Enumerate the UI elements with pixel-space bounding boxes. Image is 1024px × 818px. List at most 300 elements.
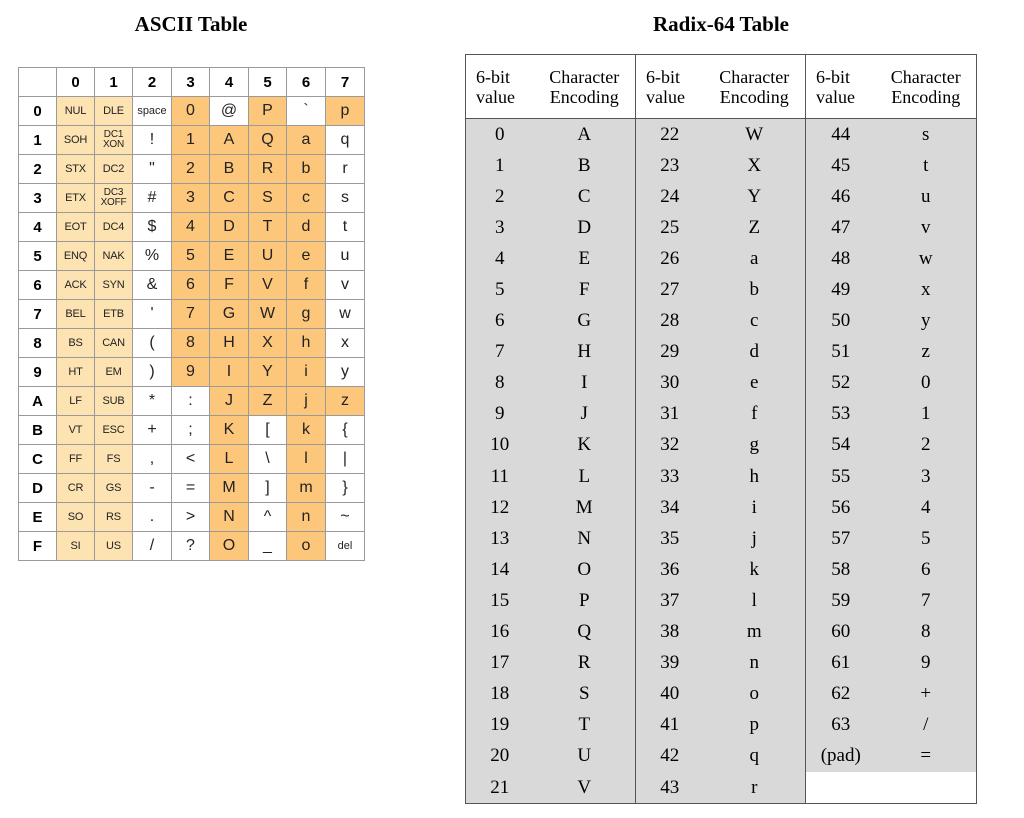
radix-encoding-cell: C <box>534 181 636 212</box>
radix-value-cell: 15 <box>466 585 534 616</box>
radix-encoding-cell: y <box>876 306 977 337</box>
radix-encoding-cell: = <box>876 741 977 772</box>
radix-value-cell: 12 <box>466 492 534 523</box>
ascii-cell: M <box>210 474 249 503</box>
ascii-cell: 5 <box>172 242 210 271</box>
radix-value-cell: 31 <box>636 399 704 430</box>
ascii-row <box>19 271 365 300</box>
ascii-cell: x <box>326 329 365 358</box>
ascii-cell: E <box>210 242 249 271</box>
radix-encoding-cell: e <box>704 368 806 399</box>
ascii-cell: ` <box>287 97 326 126</box>
ascii-table <box>18 67 365 561</box>
ascii-cell: FF <box>57 445 95 474</box>
ascii-cell: ETB <box>95 300 133 329</box>
radix-encoding-cell: q <box>704 741 806 772</box>
radix-value-cell: 1 <box>466 150 534 181</box>
ascii-col-header: 0 <box>57 68 95 97</box>
ascii-cell: W <box>249 300 287 329</box>
radix-encoding-cell: M <box>534 492 636 523</box>
radix-table-title: Radix-64 Table <box>653 12 789 36</box>
ascii-cell: CR <box>57 474 95 503</box>
ascii-cell: Y <box>249 358 287 387</box>
radix-value-header: 6-bit value <box>466 55 534 119</box>
radix-value-cell: 30 <box>636 368 704 399</box>
ascii-cell: 3 <box>172 184 210 213</box>
ascii-cell: h <box>287 329 326 358</box>
radix-value-cell: 6 <box>466 306 534 337</box>
radix-value-cell: 53 <box>806 399 876 430</box>
radix-row <box>466 212 977 243</box>
ascii-cell: : <box>172 387 210 416</box>
ascii-cell: b <box>287 155 326 184</box>
ascii-cell: } <box>326 474 365 503</box>
radix-value-cell: 0 <box>466 119 534 151</box>
radix-row <box>466 150 977 181</box>
ascii-cell: e <box>287 242 326 271</box>
radix-empty-cell <box>876 772 977 804</box>
ascii-row-header: D <box>19 474 57 503</box>
ascii-row <box>19 503 365 532</box>
radix-encoding-cell: 7 <box>876 585 977 616</box>
radix-encoding-cell: k <box>704 554 806 585</box>
radix-encoding-cell: S <box>534 679 636 710</box>
radix-value-cell: 52 <box>806 368 876 399</box>
radix-encoding-cell: Y <box>704 181 806 212</box>
radix-value-cell: 23 <box>636 150 704 181</box>
radix-row <box>466 243 977 274</box>
radix-row <box>466 648 977 679</box>
radix-value-cell: 2 <box>466 181 534 212</box>
radix-row <box>466 119 977 151</box>
ascii-cell: B <box>210 155 249 184</box>
ascii-row <box>19 532 365 561</box>
ascii-cell: < <box>172 445 210 474</box>
radix-encoding-cell: D <box>534 212 636 243</box>
ascii-cell: Z <box>249 387 287 416</box>
ascii-cell: J <box>210 387 249 416</box>
ascii-cell: z <box>326 387 365 416</box>
ascii-cell: y <box>326 358 365 387</box>
ascii-cell: SI <box>57 532 95 561</box>
radix-value-cell: 63 <box>806 710 876 741</box>
ascii-cell: ' <box>133 300 172 329</box>
ascii-row-header: 1 <box>19 126 57 155</box>
radix-value-cell: 8 <box>466 368 534 399</box>
radix-row <box>466 368 977 399</box>
ascii-cell: I <box>210 358 249 387</box>
ascii-cell: EM <box>95 358 133 387</box>
ascii-corner-cell <box>19 68 57 97</box>
ascii-cell: \ <box>249 445 287 474</box>
ascii-row <box>19 445 365 474</box>
ascii-cell: r <box>326 155 365 184</box>
ascii-cell: @ <box>210 97 249 126</box>
radix-value-cell: 49 <box>806 274 876 305</box>
ascii-cell: FS <box>95 445 133 474</box>
radix-value-cell: 51 <box>806 337 876 368</box>
radix-encoding-cell: m <box>704 617 806 648</box>
radix-encoding-cell: i <box>704 492 806 523</box>
radix-row <box>466 554 977 585</box>
radix-encoding-cell: 5 <box>876 523 977 554</box>
radix-value-cell: 42 <box>636 741 704 772</box>
ascii-cell: p <box>326 97 365 126</box>
ascii-cell: C <box>210 184 249 213</box>
radix-encoding-cell: g <box>704 430 806 461</box>
radix-value-cell: 40 <box>636 679 704 710</box>
radix-row <box>466 306 977 337</box>
radix-encoding-cell: E <box>534 243 636 274</box>
ascii-cell: Q <box>249 126 287 155</box>
radix-value-cell: 61 <box>806 648 876 679</box>
radix-encoding-cell: x <box>876 274 977 305</box>
ascii-cell: V <box>249 271 287 300</box>
ascii-cell: v <box>326 271 365 300</box>
ascii-cell: CAN <box>95 329 133 358</box>
ascii-cell: DLE <box>95 97 133 126</box>
radix-value-cell: 29 <box>636 337 704 368</box>
ascii-cell: X <box>249 329 287 358</box>
ascii-cell: DC4 <box>95 213 133 242</box>
ascii-cell: - <box>133 474 172 503</box>
ascii-row-header: 8 <box>19 329 57 358</box>
radix-value-cell: 39 <box>636 648 704 679</box>
radix-encoding-header: Character Encoding <box>876 55 977 119</box>
ascii-cell: . <box>133 503 172 532</box>
ascii-cell: ENQ <box>57 242 95 271</box>
radix-encoding-cell: 4 <box>876 492 977 523</box>
ascii-cell: a <box>287 126 326 155</box>
ascii-row <box>19 329 365 358</box>
ascii-cell: d <box>287 213 326 242</box>
ascii-cell: ( <box>133 329 172 358</box>
ascii-cell: DC2 <box>95 155 133 184</box>
radix-encoding-cell: p <box>704 710 806 741</box>
ascii-cell: = <box>172 474 210 503</box>
radix-value-cell: 36 <box>636 554 704 585</box>
ascii-cell: 7 <box>172 300 210 329</box>
ascii-cell: | <box>326 445 365 474</box>
radix-encoding-cell: b <box>704 274 806 305</box>
radix-empty-cell <box>806 772 876 804</box>
ascii-header-row <box>19 68 365 97</box>
radix-value-cell: 21 <box>466 772 534 804</box>
radix-encoding-header: Character Encoding <box>704 55 806 119</box>
radix-value-cell: 35 <box>636 523 704 554</box>
radix-encoding-cell: R <box>534 648 636 679</box>
ascii-row <box>19 358 365 387</box>
ascii-row-header: 4 <box>19 213 57 242</box>
radix-value-header: 6-bit value <box>636 55 704 119</box>
ascii-row <box>19 242 365 271</box>
ascii-cell: 0 <box>172 97 210 126</box>
radix-encoding-cell: n <box>704 648 806 679</box>
ascii-row-header: 7 <box>19 300 57 329</box>
radix-encoding-cell: 8 <box>876 617 977 648</box>
ascii-cell: S <box>249 184 287 213</box>
radix-encoding-cell: + <box>876 679 977 710</box>
ascii-cell: G <box>210 300 249 329</box>
radix-row <box>466 679 977 710</box>
ascii-cell: w <box>326 300 365 329</box>
radix-value-cell: 46 <box>806 181 876 212</box>
ascii-cell: 8 <box>172 329 210 358</box>
radix-encoding-cell: 0 <box>876 368 977 399</box>
ascii-cell: P <box>249 97 287 126</box>
ascii-cell: ! <box>133 126 172 155</box>
radix-encoding-cell: P <box>534 585 636 616</box>
radix-value-cell: 14 <box>466 554 534 585</box>
radix-value-cell: 33 <box>636 461 704 492</box>
radix-encoding-header: Character Encoding <box>534 55 636 119</box>
radix-row <box>466 772 977 804</box>
radix-value-cell: 16 <box>466 617 534 648</box>
ascii-cell: BEL <box>57 300 95 329</box>
radix-value-cell: 18 <box>466 679 534 710</box>
radix-value-cell: 59 <box>806 585 876 616</box>
radix-value-cell: 48 <box>806 243 876 274</box>
radix-encoding-cell: / <box>876 710 977 741</box>
ascii-cell: > <box>172 503 210 532</box>
ascii-cell: NUL <box>57 97 95 126</box>
ascii-cell: ? <box>172 532 210 561</box>
radix-row <box>466 585 977 616</box>
radix-encoding-cell: u <box>876 181 977 212</box>
ascii-row-header: B <box>19 416 57 445</box>
ascii-cell: N <box>210 503 249 532</box>
radix-value-cell: 55 <box>806 461 876 492</box>
ascii-cell: L <box>210 445 249 474</box>
ascii-row-header: C <box>19 445 57 474</box>
ascii-cell: u <box>326 242 365 271</box>
radix-row <box>466 492 977 523</box>
ascii-cell: EOT <box>57 213 95 242</box>
ascii-cell: DC3 XOFF <box>95 184 133 213</box>
ascii-cell: ~ <box>326 503 365 532</box>
ascii-col-header: 5 <box>249 68 287 97</box>
ascii-cell: g <box>287 300 326 329</box>
ascii-cell: ACK <box>57 271 95 300</box>
radix-row <box>466 617 977 648</box>
ascii-cell: k <box>287 416 326 445</box>
radix-encoding-cell: d <box>704 337 806 368</box>
ascii-cell: 1 <box>172 126 210 155</box>
ascii-cell: i <box>287 358 326 387</box>
ascii-row <box>19 126 365 155</box>
ascii-cell: n <box>287 503 326 532</box>
radix-encoding-cell: K <box>534 430 636 461</box>
radix-encoding-cell: T <box>534 710 636 741</box>
ascii-cell: SO <box>57 503 95 532</box>
radix-value-cell: 50 <box>806 306 876 337</box>
ascii-cell: A <box>210 126 249 155</box>
ascii-cell: U <box>249 242 287 271</box>
ascii-cell: 6 <box>172 271 210 300</box>
ascii-row <box>19 300 365 329</box>
ascii-row-header: 2 <box>19 155 57 184</box>
radix-value-cell: 17 <box>466 648 534 679</box>
ascii-cell: F <box>210 271 249 300</box>
ascii-cell: m <box>287 474 326 503</box>
ascii-cell: GS <box>95 474 133 503</box>
radix-row <box>466 337 977 368</box>
radix-encoding-cell: 9 <box>876 648 977 679</box>
ascii-cell: SYN <box>95 271 133 300</box>
ascii-cell: c <box>287 184 326 213</box>
ascii-cell: ^ <box>249 503 287 532</box>
radix-value-cell: 60 <box>806 617 876 648</box>
ascii-cell: ] <box>249 474 287 503</box>
radix-value-cell: 57 <box>806 523 876 554</box>
radix-value-cell: 9 <box>466 399 534 430</box>
radix-value-cell: 7 <box>466 337 534 368</box>
ascii-col-header: 3 <box>172 68 210 97</box>
radix-value-cell: 19 <box>466 710 534 741</box>
ascii-col-header: 4 <box>210 68 249 97</box>
radix-value-cell: 3 <box>466 212 534 243</box>
radix-value-cell: 38 <box>636 617 704 648</box>
radix-encoding-cell: F <box>534 274 636 305</box>
radix-row <box>466 430 977 461</box>
ascii-row-header: 0 <box>19 97 57 126</box>
radix-encoding-cell: j <box>704 523 806 554</box>
ascii-cell: + <box>133 416 172 445</box>
ascii-row <box>19 387 365 416</box>
ascii-row-header: A <box>19 387 57 416</box>
radix-encoding-cell: z <box>876 337 977 368</box>
ascii-cell: K <box>210 416 249 445</box>
radix-value-cell: 25 <box>636 212 704 243</box>
radix-value-cell: 54 <box>806 430 876 461</box>
ascii-cell: q <box>326 126 365 155</box>
radix-value-cell: 45 <box>806 150 876 181</box>
radix-encoding-cell: N <box>534 523 636 554</box>
ascii-col-header: 7 <box>326 68 365 97</box>
ascii-table-title: ASCII Table <box>134 12 248 36</box>
ascii-col-header: 1 <box>95 68 133 97</box>
ascii-cell: STX <box>57 155 95 184</box>
radix-encoding-cell: Z <box>704 212 806 243</box>
ascii-cell: del <box>326 532 365 561</box>
ascii-cell: T <box>249 213 287 242</box>
radix-row <box>466 399 977 430</box>
ascii-cell: R <box>249 155 287 184</box>
radix-encoding-cell: B <box>534 150 636 181</box>
radix-encoding-cell: V <box>534 772 636 804</box>
radix-row <box>466 461 977 492</box>
radix-encoding-cell: 2 <box>876 430 977 461</box>
radix-value-cell: 56 <box>806 492 876 523</box>
ascii-cell: US <box>95 532 133 561</box>
radix-encoding-cell: s <box>876 119 977 151</box>
ascii-cell: BS <box>57 329 95 358</box>
radix-encoding-cell: h <box>704 461 806 492</box>
ascii-row-header: 6 <box>19 271 57 300</box>
radix-encoding-cell: O <box>534 554 636 585</box>
radix-row <box>466 274 977 305</box>
radix-value-cell: 10 <box>466 430 534 461</box>
radix-value-cell: 37 <box>636 585 704 616</box>
ascii-cell: ) <box>133 358 172 387</box>
ascii-cell: f <box>287 271 326 300</box>
ascii-cell: " <box>133 155 172 184</box>
ascii-cell: % <box>133 242 172 271</box>
ascii-cell: SUB <box>95 387 133 416</box>
radix-encoding-cell: t <box>876 150 977 181</box>
radix-value-cell: 26 <box>636 243 704 274</box>
ascii-row-header: F <box>19 532 57 561</box>
radix-encoding-cell: H <box>534 337 636 368</box>
radix-encoding-cell: a <box>704 243 806 274</box>
ascii-cell: space <box>133 97 172 126</box>
ascii-cell: HT <box>57 358 95 387</box>
radix-encoding-cell: v <box>876 212 977 243</box>
ascii-row <box>19 97 365 126</box>
radix-encoding-cell: 1 <box>876 399 977 430</box>
ascii-cell: & <box>133 271 172 300</box>
ascii-row-header: 3 <box>19 184 57 213</box>
ascii-cell: 9 <box>172 358 210 387</box>
ascii-cell: LF <box>57 387 95 416</box>
ascii-cell: VT <box>57 416 95 445</box>
radix-encoding-cell: I <box>534 368 636 399</box>
ascii-cell: H <box>210 329 249 358</box>
radix-value-cell: 4 <box>466 243 534 274</box>
radix-encoding-cell: c <box>704 306 806 337</box>
ascii-row <box>19 184 365 213</box>
radix-row <box>466 741 977 772</box>
radix-value-cell: 32 <box>636 430 704 461</box>
radix-value-cell: 47 <box>806 212 876 243</box>
ascii-cell: t <box>326 213 365 242</box>
radix-encoding-cell: A <box>534 119 636 151</box>
radix-encoding-cell: 3 <box>876 461 977 492</box>
ascii-cell: $ <box>133 213 172 242</box>
ascii-cell: j <box>287 387 326 416</box>
radix-64-table <box>465 54 977 804</box>
ascii-row <box>19 416 365 445</box>
ascii-cell: SOH <box>57 126 95 155</box>
ascii-row-header: 5 <box>19 242 57 271</box>
radix-encoding-cell: G <box>534 306 636 337</box>
ascii-cell: , <box>133 445 172 474</box>
radix-value-cell: 11 <box>466 461 534 492</box>
radix-encoding-cell: L <box>534 461 636 492</box>
ascii-row-header: 9 <box>19 358 57 387</box>
ascii-cell: * <box>133 387 172 416</box>
radix-encoding-cell: J <box>534 399 636 430</box>
ascii-cell: DC1 XON <box>95 126 133 155</box>
ascii-cell: NAK <box>95 242 133 271</box>
radix-encoding-cell: l <box>704 585 806 616</box>
radix-encoding-cell: X <box>704 150 806 181</box>
radix-value-cell: 28 <box>636 306 704 337</box>
ascii-row <box>19 155 365 184</box>
ascii-cell: o <box>287 532 326 561</box>
ascii-row-header: E <box>19 503 57 532</box>
radix-row <box>466 523 977 554</box>
radix-encoding-cell: w <box>876 243 977 274</box>
ascii-cell: ETX <box>57 184 95 213</box>
radix-value-cell: 43 <box>636 772 704 804</box>
ascii-col-header: 2 <box>133 68 172 97</box>
radix-encoding-cell: U <box>534 741 636 772</box>
ascii-cell: / <box>133 532 172 561</box>
radix-value-cell: 24 <box>636 181 704 212</box>
radix-encoding-cell: W <box>704 119 806 151</box>
radix-header-row <box>466 55 977 119</box>
